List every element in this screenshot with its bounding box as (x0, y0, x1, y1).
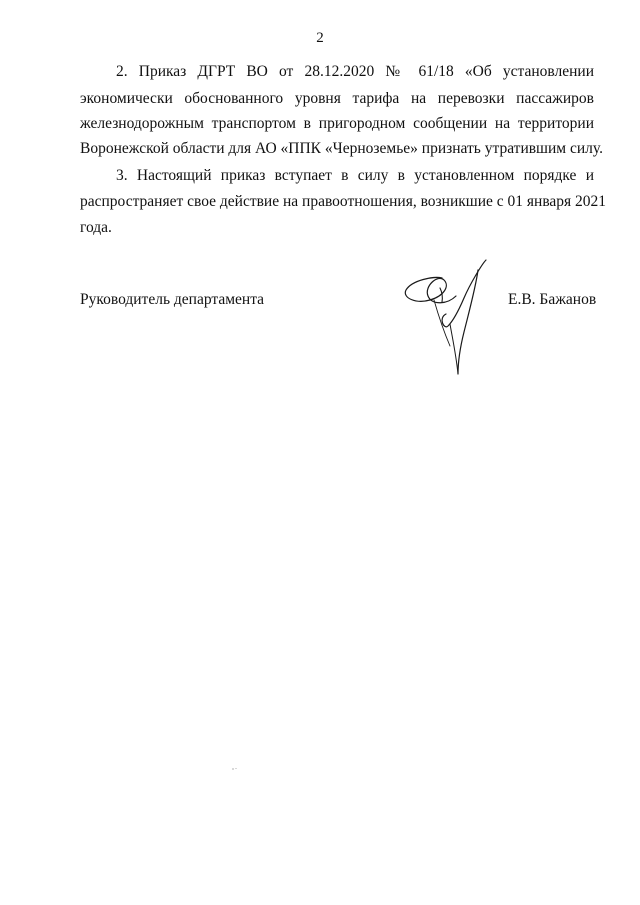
paragraph-3-line-1: 3. Настоящий приказ вступает в силу в установленном порядке и (116, 167, 594, 184)
page-number: 2 (316, 30, 324, 46)
signer-name: Е.В. Бажанов (508, 291, 597, 308)
paragraph-2-line-1: 2. Приказ ДГРТ ВО от 28.12.2020 № 61/18 «Об установлении (116, 63, 594, 80)
paragraph-2-line-3: железнодорожным транспортом в пригородном сообщении на территории (80, 115, 594, 132)
paragraph-2-line-2: экономически обоснованного уровня тарифа на перевозки пассажиров (80, 90, 594, 107)
paragraph-3-line-2: распространяет свое действие на правоотношения, возникшие с 01 января 2021 (80, 193, 607, 210)
scan-speck (232, 767, 238, 771)
handwritten-signature (398, 256, 498, 380)
paragraph-2-line-4: Воронежской области для АО «ППК «Черноземье» признать утратившим силу. (80, 140, 603, 157)
paragraph-3-line-3: года. (80, 219, 112, 236)
position-title: Руководитель департамента (80, 291, 265, 308)
